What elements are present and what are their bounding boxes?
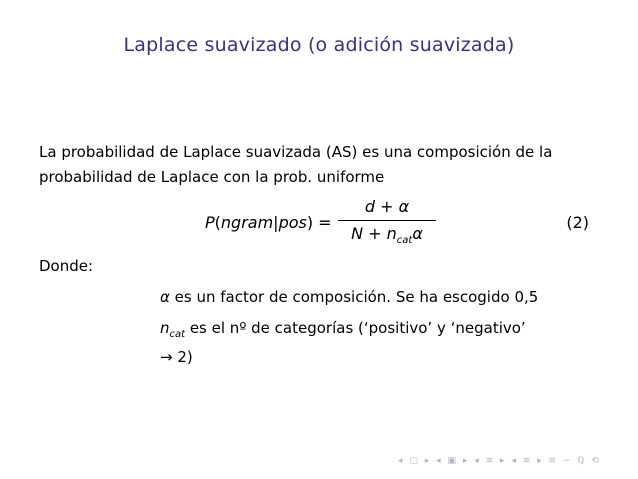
slide-title: Laplace suavizado (o adición suavizada) <box>123 34 515 56</box>
beamer-navigation-icons[interactable]: ◂ ▢ ▸ ◂ ▣ ▸ ◂ ≡ ▸ ◂ ≡ ▸ ≡ ∽ ℚ ⟲ <box>398 456 601 466</box>
equation-fraction <box>332 196 442 245</box>
eq-given-bar: | <box>273 213 279 232</box>
ncat-continuation: → 2) <box>160 348 193 366</box>
eq-close-equals: ) = <box>306 213 332 232</box>
alpha-symbol: α <box>160 288 170 306</box>
equation <box>39 196 599 246</box>
definition-alpha <box>160 286 600 309</box>
eq-open-paren: ( <box>214 213 221 232</box>
eq-pos: pos <box>278 213 307 232</box>
intro-line-1: La probabilidad de Laplace suavizada (AS) es una composición de la <box>39 143 553 161</box>
eq-ngram: ngram <box>220 213 274 232</box>
denominator-alpha: α <box>412 224 423 243</box>
donde-label: Donde: <box>39 257 94 275</box>
alpha-description: es un factor de composición. Se ha escogido 0,5 <box>169 288 539 306</box>
equation-lhs <box>205 213 332 232</box>
denominator-N: N + n <box>351 224 397 243</box>
eq-symbol-P: P <box>205 213 215 232</box>
definition-ncat <box>160 317 600 346</box>
equation-number: (2) <box>566 213 589 232</box>
denominator-sub: cat <box>396 235 413 247</box>
fraction-numerator: d + α <box>364 197 410 216</box>
definitions-list <box>160 286 600 369</box>
fraction-bar <box>338 220 436 221</box>
fraction-denominator <box>332 223 442 245</box>
ncat-symbol: $n_{cat}$ <box>160 319 186 340</box>
intro-line-2: probabilidad de Laplace con la prob. uniforme <box>39 168 385 186</box>
intro-paragraph <box>39 140 599 190</box>
ncat-description: es el nº de categorías (‘positivo’ y ‘negativo’ <box>185 319 526 337</box>
